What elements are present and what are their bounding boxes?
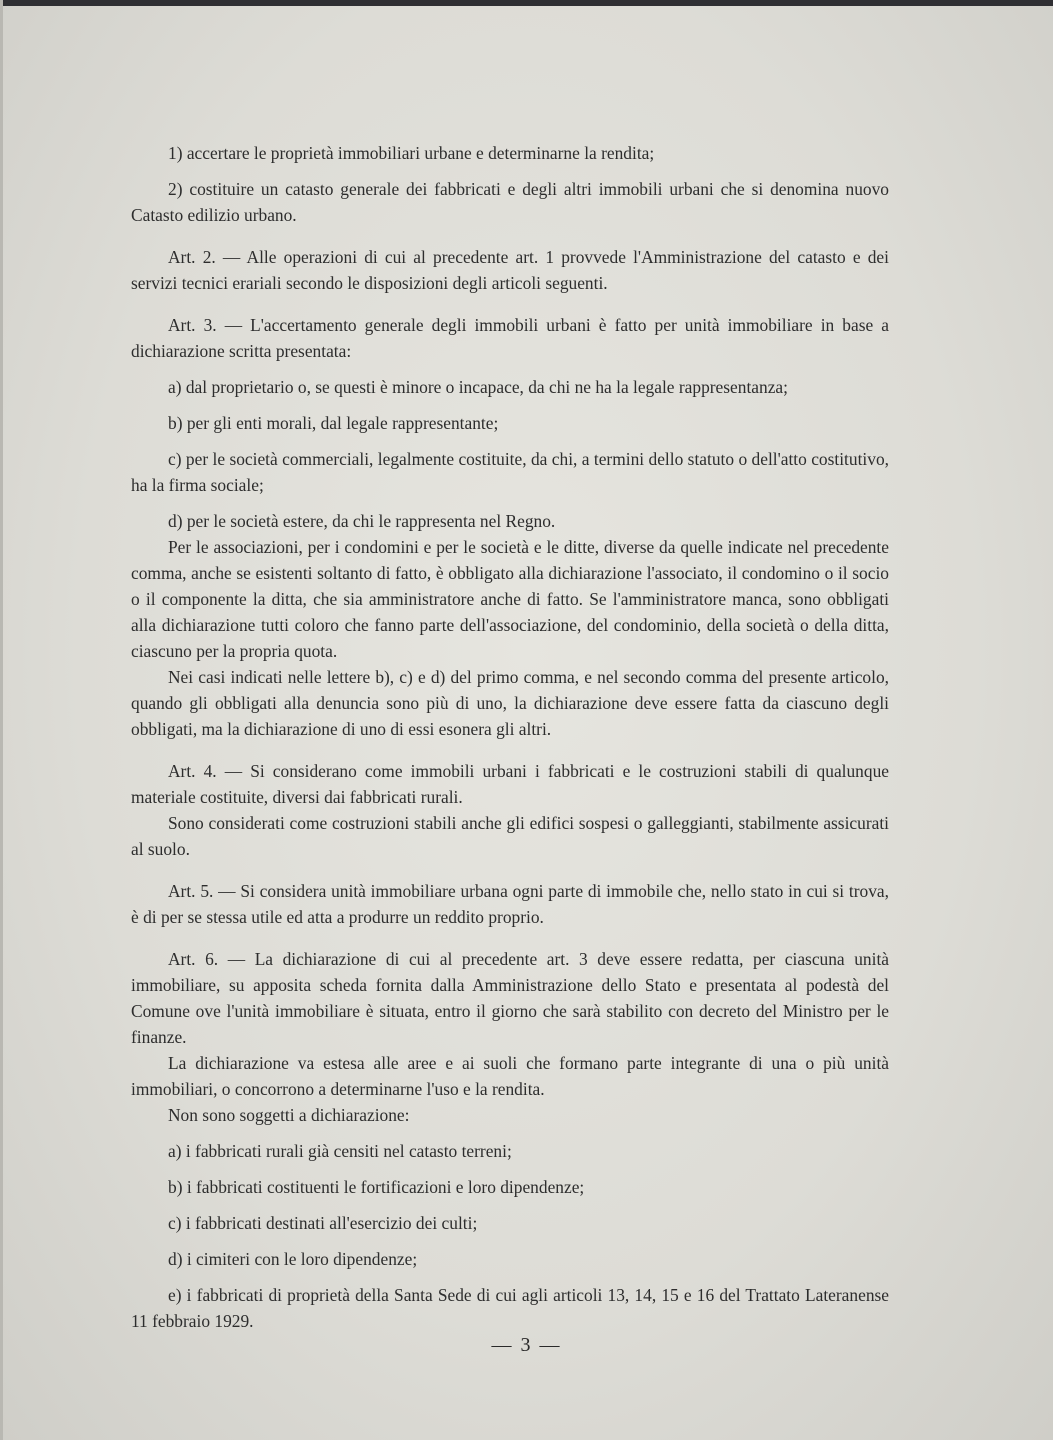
paragraph: Sono considerati come costruzioni stabili anche gli edifici sospesi o galleggianti, stabilmente assicurati al suolo. — [131, 813, 889, 859]
list-item: c) per le società commerciali, legalmente costituite, da chi, a termini dello statuto o dell'atto costitutivo, ha la firma sociale; — [131, 449, 889, 495]
scan-left-edge — [0, 0, 3, 1440]
paragraph: Non sono soggetti a dichiarazione: — [168, 1105, 410, 1125]
article-paragraph: Art. 2. — Alle operazioni di cui al precedente art. 1 provvede l'Amministrazione del catasto e dei servizi tecnici erariali secondo le disposizioni degli articoli seguenti. — [131, 247, 889, 293]
scan-top-border — [0, 0, 1053, 6]
list-item: b) i fabbricati costituenti le fortificazioni e loro dipendenze; — [168, 1177, 585, 1197]
paragraph: Per le associazioni, per i condomini e per le società e le ditte, diverse da quelle indicate nel precedente comma, anche se esistenti soltanto di fatto, è obbligato alla dichiarazione l'associato, il condomino o il socio o il componente la ditta, che sia amministratore anche di fatto. Se l'amministratore manca, sono obbligati alla dichiarazione tutti coloro che fanno parte dell'associazione, del condominio, della società o della ditta, ciascuno per la propria quota. — [131, 537, 889, 661]
article-paragraph: Art. 4. — Si considerano come immobili urbani i fabbricati e le costruzioni stabili di qualunque materiale costituite, diversi dai fabbricati rurali. — [131, 761, 889, 807]
paragraph: 1) accertare le proprietà immobiliari urbane e determinarne la rendita; — [168, 143, 655, 163]
paragraph: La dichiarazione va estesa alle aree e ai suoli che formano parte integrante di una o più unità immobiliari, o concorrono a determinarne l'uso e la rendita. — [131, 1053, 889, 1099]
document-body — [131, 140, 889, 1334]
article-paragraph: Art. 6. — La dichiarazione di cui al precedente art. 3 deve essere redatta, per ciascuna unità immobiliare, su apposita scheda fornita dalla Amministrazione dello Stato e presentata al podestà del Comune ove l'unità immobiliare è situata, entro il giorno che sarà stabilito con decreto del Ministro per le finanze. — [131, 949, 889, 1047]
list-item: d) per le società estere, da chi le rappresenta nel Regno. — [168, 511, 556, 531]
list-item: b) per gli enti morali, dal legale rappresentante; — [168, 413, 499, 433]
list-item: e) i fabbricati di proprietà della Santa Sede di cui agli articoli 13, 14, 15 e 16 del Trattato Lateranense 11 febbraio 1929. — [131, 1285, 889, 1331]
article-paragraph: Art. 3. — L'accertamento generale degli immobili urbani è fatto per unità immobiliare in base a dichiarazione scritta presentata: — [131, 315, 889, 361]
list-item: a) i fabbricati rurali già censiti nel catasto terreni; — [168, 1141, 512, 1161]
list-item: a) dal proprietario o, se questi è minore o incapace, da chi ne ha la legale rappresentanza; — [168, 377, 788, 397]
list-item: d) i cimiteri con le loro dipendenze; — [168, 1249, 418, 1269]
article-paragraph: Art. 5. — Si considera unità immobiliare urbana ogni parte di immobile che, nello stato in cui si trova, è di per se stessa utile ed atta a produrre un reddito proprio. — [131, 881, 889, 927]
page-number: — 3 — — [491, 1334, 562, 1356]
list-item: c) i fabbricati destinati all'esercizio dei culti; — [168, 1213, 478, 1233]
paragraph: 2) costituire un catasto generale dei fabbricati e degli altri immobili urbani che si denomina nuovo Catasto edilizio urbano. — [131, 179, 889, 225]
paragraph: Nei casi indicati nelle lettere b), c) e d) del primo comma, e nel secondo comma del presente articolo, quando gli obbligati alla denuncia sono più di uno, la dichiarazione deve essere fatta da ciascuno degli obbligati, ma la dichiarazione di uno di essi esonera gli altri. — [131, 667, 889, 739]
